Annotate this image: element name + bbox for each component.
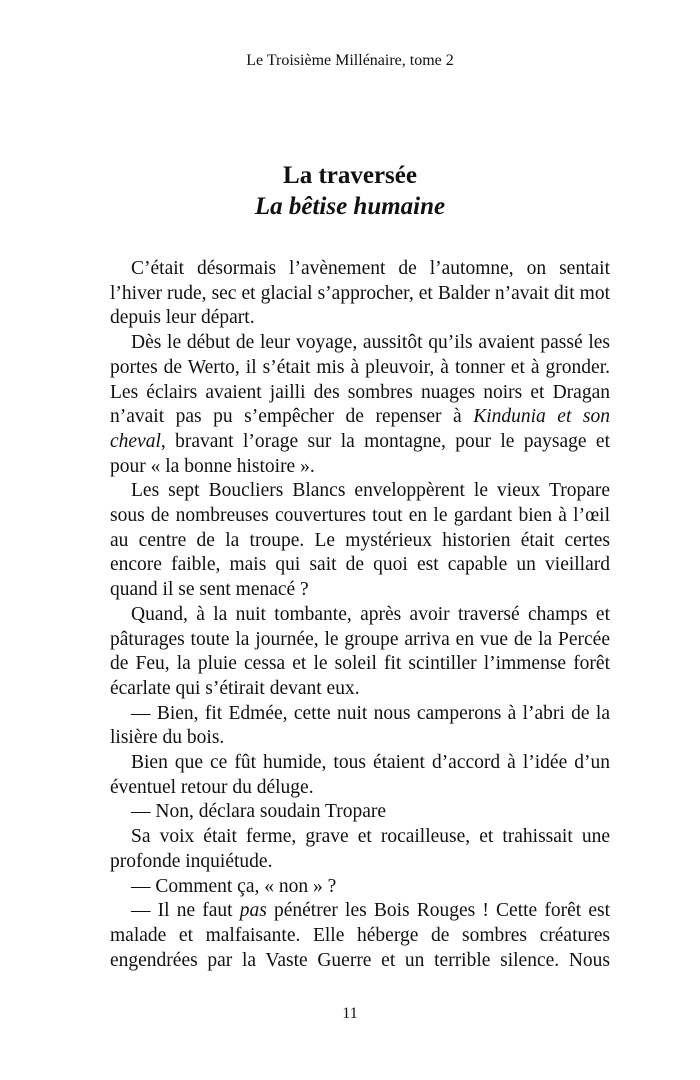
paragraph-2-part-b: , bravant l’orage sur la montagne, pour le paysage et pour « la bonne histoire ». (110, 430, 610, 477)
paragraph-2 (110, 331, 610, 479)
dialogue-edmee: — Bien, fit Edmée, cette nuit nous camperons à l’abri de la lisière du bois. (110, 702, 610, 749)
paragraph-1: C’était désormais l’avènement de l’automne, on sentait l’hiver rude, sec et glacial s’approcher, et Balder n’avait dit mot depuis leur départ. (110, 258, 610, 329)
chapter-subtitle: La bêtise humaine (254, 193, 446, 220)
paragraph-2-part-a: Dès le début de leur voyage, aussitôt qu’ils avaient passé les portes de Werto, il s’était mis à pleuvoir, à tonner et à gronder. Les éclairs avaient jailli des sombres nuages noirs et Dragan n’avait pas pu s’empêcher de repenser à (110, 332, 610, 428)
page-number: 11 (342, 1005, 358, 1022)
paragraph-10-part-a: — Il ne faut (131, 900, 240, 922)
paragraph-10-italic: pas (239, 900, 267, 922)
paragraph-10-part-b: pénétrer les Bois Rouges ! Cette forêt est malade et malfaisante. Elle héberge de sombres créatures engendrées par la Vaste Guerre et un terrible silence. Nous (110, 900, 610, 971)
paragraph-3: Les sept Boucliers Blancs enveloppèrent le vieux Tropare sous de nombreuses couvertures tout en le gardant bien à l’œil au centre de la troupe. Le mystérieux historien était certes encore faible, mais qui sait de quoi est capable un vieillard quand il se sent menacé ? (110, 480, 610, 601)
paragraph-8: Sa voix était ferme, grave et rocailleuse, et trahissait une profonde inquiétude. (110, 826, 610, 872)
dialogue-tropare-non: — Non, déclara soudain Tropare (131, 801, 387, 823)
running-header: Le Troisième Millénaire, tome 2 (246, 52, 454, 69)
dialogue-bois-rouges (110, 899, 610, 973)
body-text (110, 257, 610, 973)
chapter-title (0, 160, 700, 222)
dialogue-comment-ca: — Comment ça, « non » ? (131, 875, 337, 897)
paragraph-6: Bien que ce fût humide, tous étaient d’accord à l’idée d’un éventuel retour du déluge. (110, 752, 610, 798)
chapter-title-main: La traversée (283, 162, 417, 189)
paragraph-2-italic: Kindunia et son cheval (110, 406, 610, 452)
paragraph-4: Quand, à la nuit tombante, après avoir traversé champs et pâturages toute la journée, le groupe arriva en vue de la Percée de Feu, la pluie cessa et le soleil fit scintiller l’immense forêt écarlate qui s’étirait devant eux. (110, 603, 610, 699)
